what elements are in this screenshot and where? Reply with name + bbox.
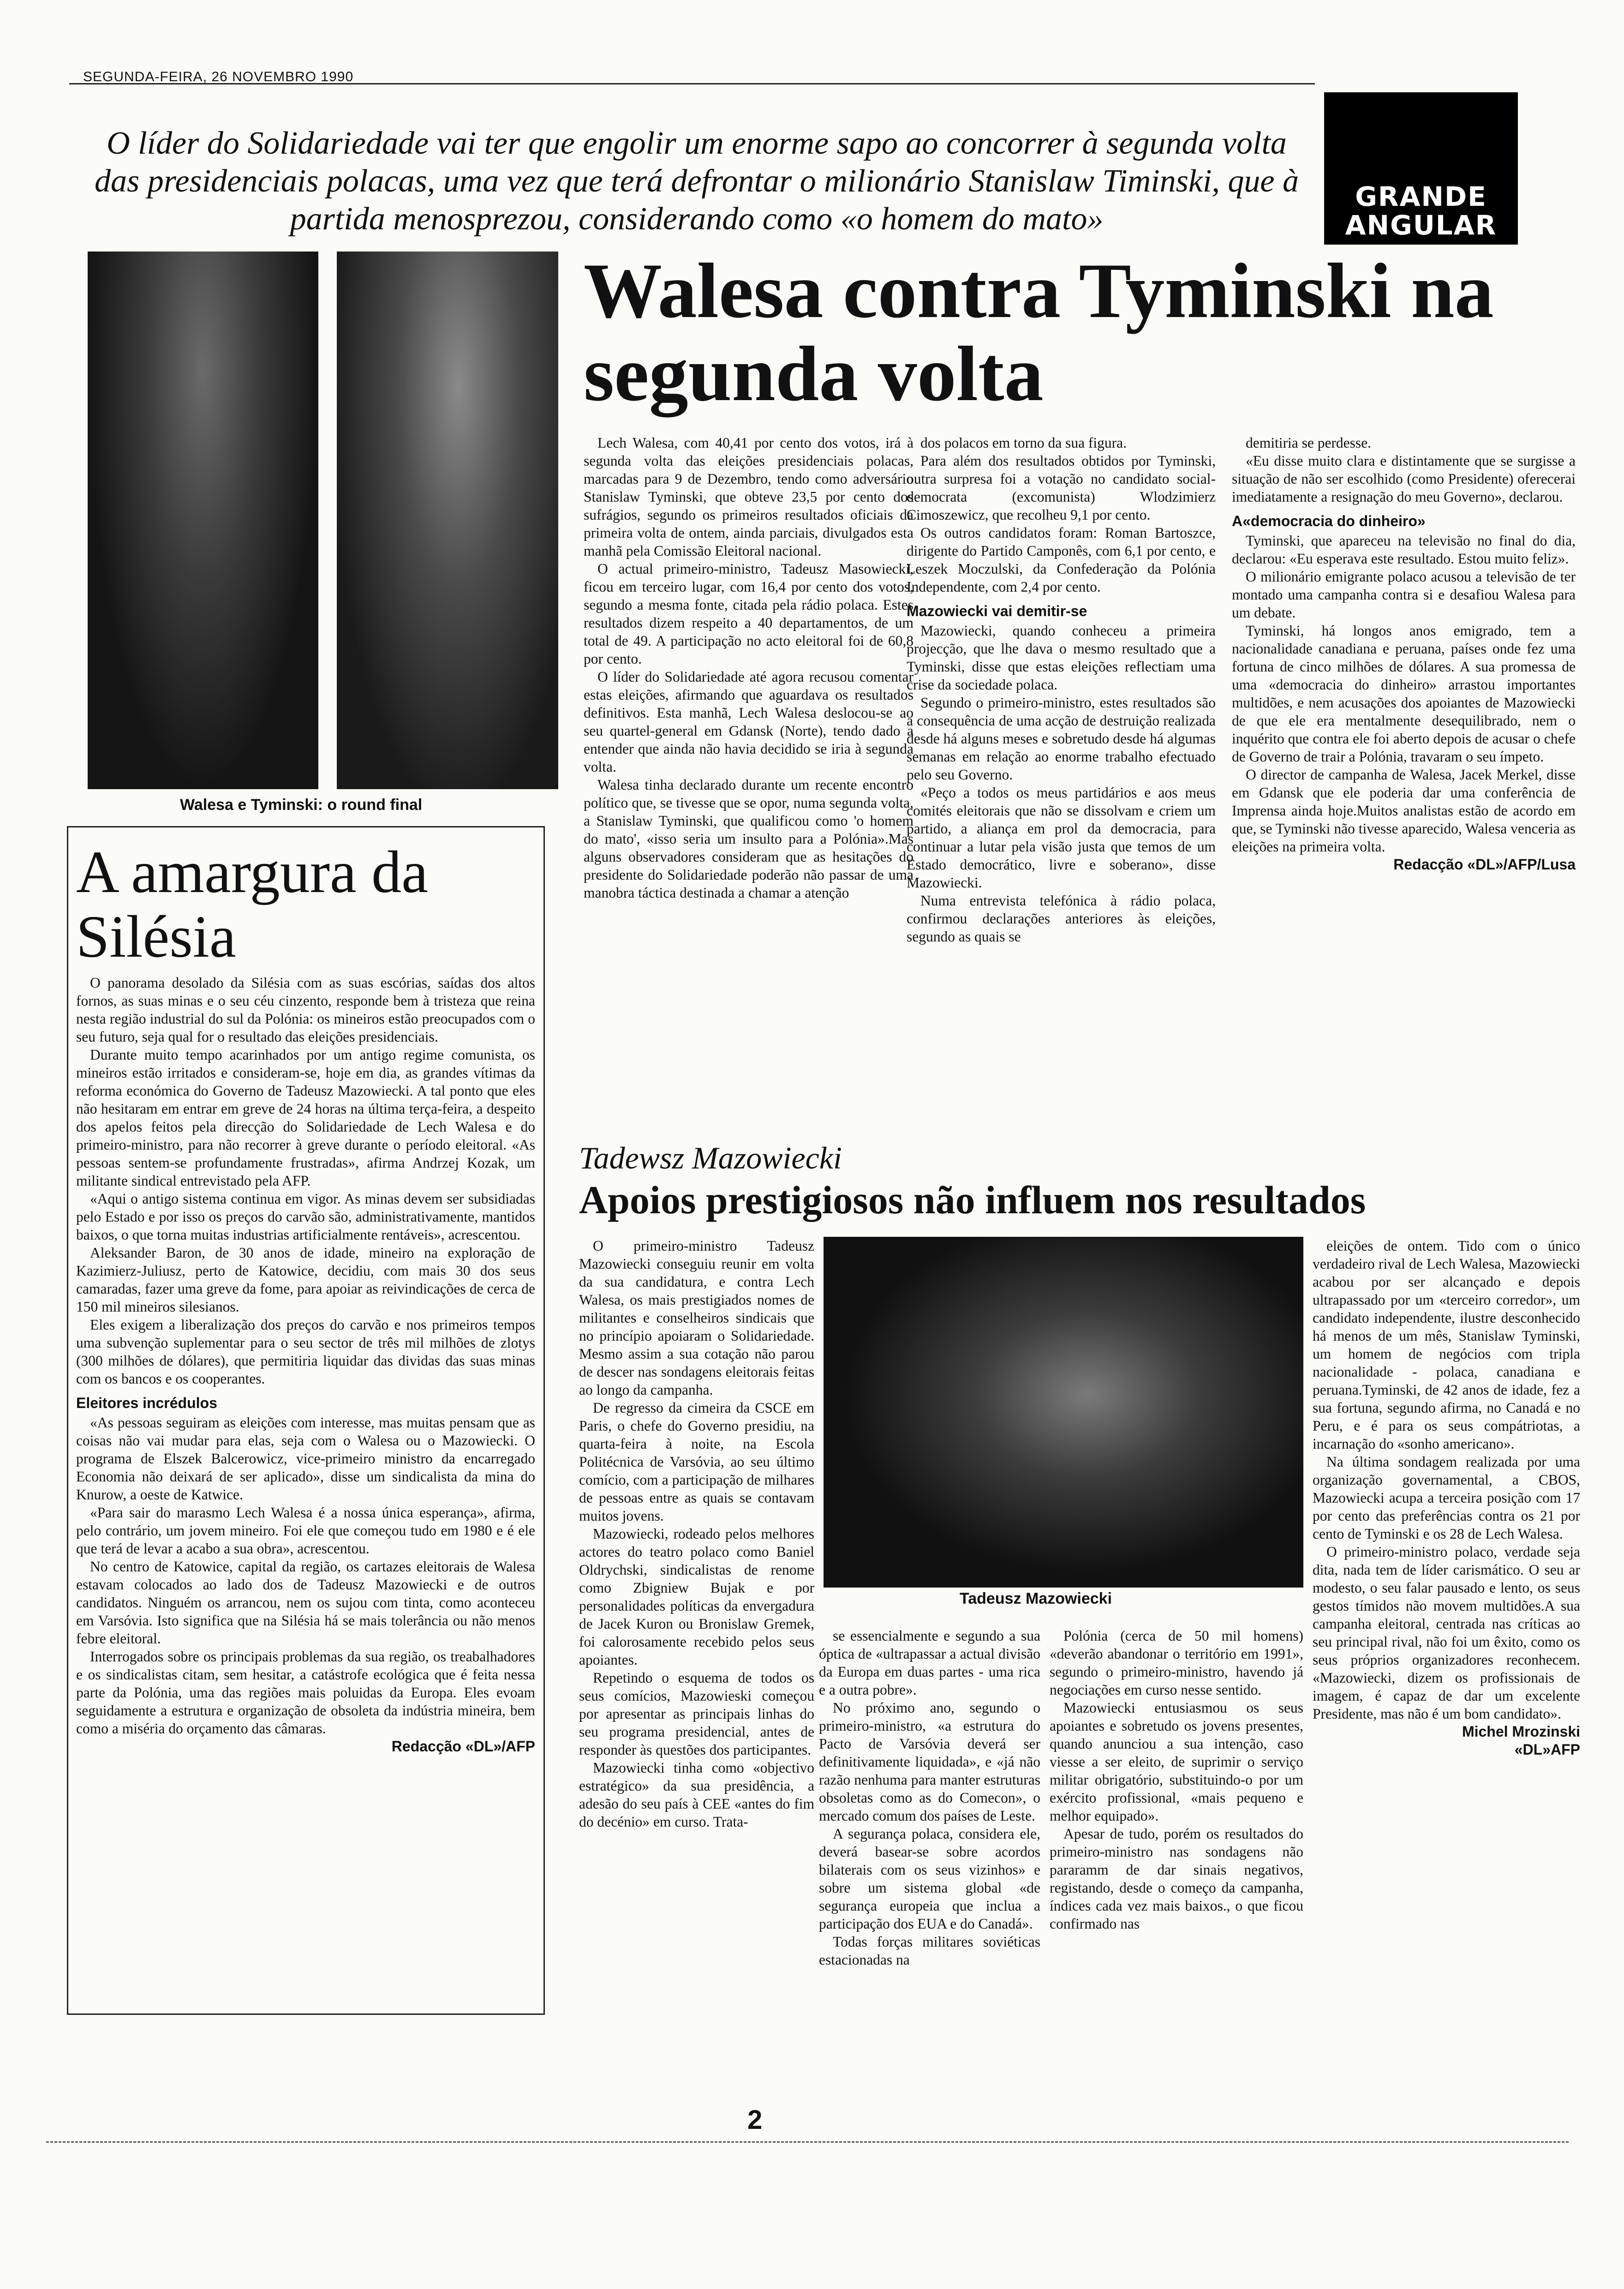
paragraph: O líder do Solidariedade até agora recusou comentar estas eleições, afirmando que aguardava os resultados definitivos. Esta manhã, Lech Walesa deslocou-se ao seu quartel-general em Gdansk (Norte), tendo dado a entender que ainda não havia decidido se iria à segunda volta. [584, 669, 914, 775]
paragraph: O panorama desolado da Silésia com as suas escórias, saídas dos altos fornos, as suas minas e o seu céu cinzento, responde bem à tristeza que reina nesta região industrial do sul da Polónia: os mineiros estão preocupados com o seu futuro, seja qual for o resultado das eleições presidenciais. [76, 975, 535, 1045]
byline: Redacção «DL»/AFP [391, 1738, 535, 1755]
paragraph: Os outros candidatos foram: Roman Bartoszce, dirigente do Partido Camponês, com 6,1 por cento, e Leszek Moczulski, da Confederação da Polónia Independente, com 2,4 por cento. [907, 525, 1216, 595]
paragraph: O primeiro-ministro polaco, verdade seja dita, nada tem de líder carismático. O seu ar modesto, o seu falar pausado e lento, os seus gestos tímidos não movem multidões.A sua campanha eleitoral, centrada nas críticas ao seu principal rival, não foi um êxito, como os seus próprios organizadores reconhecem. «Mazowiecki, dizem os profissionais de imagem, é capaz de dar um excelente Presidente, mas não é um bom candidato». [1313, 1544, 1580, 1722]
paragraph: «As pessoas seguiram as eleições com interesse, mas muitas pensam que as coisas não vai mudar para elas, seja com o Walesa ou o Mazowiecki. O programa de Elszek Balcerowicz, vice-primeiro ministro da encarregado Economia não deixará de ser aplicado», disse um sindicalista da mina do Knurow, a oeste de Katwice. [76, 1414, 535, 1503]
main-headline: Walesa contra Tyminski na segunda volta [584, 247, 1494, 417]
subhead: A«democracia do dinheiro» [1232, 513, 1426, 529]
paragraph: A segurança polaca, considera ele, deverá basear-se sobre acordos bilaterais com os seus vizinhos» e sobre um sistema global «de segurança europeia que inclua a participação dos EUA e do Canadá». [819, 1826, 1040, 1932]
paragraph: Segundo o primeiro-ministro, estes resultados são a consequência de uma acção de destruição realizada desde há alguns meses e sobretudo desde há algumas semanas em relação ao enorme trabalho efectuado pelo seu Governo. [907, 695, 1216, 783]
silesia-headline: A amargura da Silésia [76, 839, 428, 970]
paragraph: Polónia (cerca de 50 mil homens) «deverão abandonar o território em 1991», segundo o primeiro-ministro, havendo já negociações em curso nesse sentido. [1050, 1628, 1303, 1698]
paragraph: No centro de Katowice, capital da região, os cartazes eleitorais de Walesa estavam colocados ao lado dos de Tadeusz Mazowiecki e de outros candidatos. Ninguém os arrancou, nem os sujou com tinta, como aconteceu em Varsóvia. Isto significa que na Silésia há se mais tolerância ou não menos febre eleitoral. [76, 1558, 535, 1647]
paragraph: Mazowiecki tinha como «objectivo estratégico» da sua presidência, a adesão do seu país à CEE «antes do fim do decénio» em curso. Trata- [579, 1760, 814, 1830]
paragraph: Eles exigem a liberalização dos preços do carvão e nos primeiros tempos uma subvenção suplementar para o seu sector de três mil milhões de zlotys (300 milhões de dólares), que permitiria liquidar das dividas das suas minas com os bancos e os cooperantes. [76, 1317, 535, 1387]
paragraph: «Aqui o antigo sistema continua em vigor. As minas devem ser subsidiadas pelo Estado e por isso os preços do carvão são, administrativamente, mantidos baixos, o que torna muitas industrias artificialmente rentáveis», acrescentou. [76, 1191, 535, 1243]
paragraph: Interrogados sobre os principais problemas da sua região, os treabalhadores e os sindicalistas citam, sem hesitar, a catástrofe ecológica que é feita nessa parte da Polónia, uma das regiões mais poluidas da Europa. Eles evoam seguidamente a estrutura e organização de obsoleta da indústria mineira, bem como a miséria do orçamento das câmaras. [76, 1648, 535, 1737]
paragraph: Numa entrevista telefónica à rádio polaca, confirmou declarações anteriores às eleições, segundo as quais se [907, 893, 1216, 945]
paragraph: «Peço a todos os meus partidários e aos meus comités eleitorais que não se dissolvam e criem um partido, a aliança em prol da democracia, para continuar a lutar pela visão justa que temos de um Estado democrático, livre e soberano», disse Mazowiecki. [907, 785, 1216, 891]
main-article-column-3 [1232, 434, 1576, 874]
byline-author: Michel Mrozinski [1462, 1723, 1580, 1740]
paragraph: O milionário emigrante polaco acusou a televisão de ter montado uma campanha contra si e desafiou Walesa para um debate. [1232, 569, 1576, 621]
paragraph: O primeiro-ministro Tadeusz Mazowiecki conseguiu reunir em volta da sua candidatura, e contra Lech Walesa, os mais prestigiados nomes de militantes e conselheiros sindicais que no princípio apoiaram o Solidariedade. Mesmo assim a sua cotação não parou de descer nas sondagens eleitorais feitas ao longo da campanha. [579, 1238, 814, 1398]
byline-source: «DL»AFP [1514, 1741, 1580, 1758]
byline: Redacção «DL»/AFP/Lusa [1393, 856, 1576, 873]
paragraph: O actual primeiro-ministro, Tadeusz Masowiecki, ficou em terceiro lugar, com 16,4 por cento dos votos, segundo a mesma fonte, citada pela rádio polaca. Estes resultados dizem respeito a 40 departamentos, de um total de 49. A participação no acto eleitoral foi de 60,8 por cento. [584, 561, 914, 667]
paragraph: O director de campanha de Walesa, Jacek Merkel, disse em Gdansk que ele poderia dar uma conferência de Imprensa ainda hoje.Muitos analistas estão de acordo em que, se Tyminski não tivesse aparecido, Walesa venceria as eleições na primeira volta. [1232, 767, 1576, 855]
paragraph: Mazowiecki entusiasmou os seus apoiantes e sobretudo os jovens presentes, quando anunciou a sua intenção, caso viesse a ser eleito, de suprimir o serviço militar obrigatório, substituindo-o por um exército profissional, «mais pequeno e melhor equipado». [1050, 1700, 1303, 1824]
paragraph: Walesa tinha declarado durante um recente encontro político que, se tivesse que se opor, numa segunda volta, a Stanislaw Tyminski, que qualificou como 'o homem do mato', «isso seria um insulto para a Polónia».Mas alguns observadores consideram que as hesitações do presidente do Solidariedade poderão não passar de uma manobra táctica destinada a chamar a atenção [584, 777, 914, 901]
paragraph: Na última sondagem realizada por uma organização governamental, a CBOS, Mazowiecki acupa a terceira posição com 17 por cento das preferências contra os 21 por cento de Tyminski e os 28 de Lech Walesa. [1313, 1454, 1580, 1542]
paragraph: Mazowiecki, rodeado pelos melhores actores do teatro polaco como Baniel Oldrychski, sindicalistas de renome como Zbigniew Bujak e por personalidades políticas da envergadura de Jacek Kuron ou Bronislaw Gremek, foi calorosamente recebido pelos seus apoiantes. [579, 1526, 814, 1668]
mazowiecki-kicker: Tadewsz Mazowiecki [579, 1140, 842, 1175]
mazowiecki-column-4 [1313, 1237, 1580, 1759]
tyminski-photo [337, 252, 558, 789]
silesia-article-body [76, 974, 535, 1756]
photo-caption-walesa-tyminski: Walesa e Tyminski: o round final [180, 796, 423, 814]
section-label: GRANDE ANGULAR [1345, 181, 1497, 241]
paragraph: Mazowiecki, quando conheceu a primeira projecção, que lhe dava o mesmo resultado que a Tyminski, disse que estas eleições reflectiam uma crise da sociedade polaca. [907, 623, 1216, 693]
mazowiecki-column-2 [819, 1627, 1040, 1969]
mazowiecki-headline: Apoios prestigiosos não influem nos resultados [579, 1178, 1366, 1222]
paragraph: No próximo ano, segundo o primeiro-ministro, «a estrutura do Pacto de Varsóvia deverá ser definitivamente liquidada», e «já não razão nenhuma para manter estruturas obsoletas como as do Comecon», o mercado comum dos países de Leste. [819, 1700, 1040, 1824]
paragraph: Aleksander Baron, de 30 anos de idade, mineiro na exploração de Kazimierz-Juliusz, perto de Katowice, decidiu, com mais 30 dos seus camaradas, fazer uma greve da fome, para apoiar as reivindicações de cerca de 150 mil mineiros silesianos. [76, 1245, 535, 1315]
paragraph: De regresso da cimeira da CSCE em Paris, o chefe do Governo presidiu, na quarta-feira à noite, na Escola Politécnica de Varsóvia, ao seu último comício, com a participação de milhares de pessoas entre as quais se contavam muitos jovens. [579, 1400, 814, 1524]
paragraph: Durante muito tempo acarinhados por um antigo regime comunista, os mineiros estão irritados e consideram-se, hoje em dia, as grandes vítimas da reforma económica do Governo de Tadeusz Mazowiecki. A tal ponto que eles não hesitaram em entrar em greve de 24 horas na última terça-feira, a despeito dos apelos feitos pela direcção do Solidariedade de Lech Walesa e do primeiro-ministro, para não recorrer à greve durante o período eleitoral. «As pessoas sentem-se profundamente frustradas», afirma Andrzej Kozak, um militante sindical entrevistado pela AFP. [76, 1047, 535, 1189]
main-article-column-1 [584, 434, 914, 902]
main-article-column-2 [907, 434, 1216, 946]
paragraph: demitiria se perdesse. [1246, 435, 1372, 451]
paragraph: Todas forças militares soviéticas estacionadas na [819, 1934, 1040, 1968]
bottom-rule [46, 2141, 1569, 2143]
paragraph: «Para sair do marasmo Lech Walesa é a nossa única esperança», afirma, pelo contrário, um jovem mineiro. Foi ele que começou tudo em 1980 e é ele que terá de levar a acabo a sua obra», acrescentou. [76, 1504, 535, 1557]
paragraph: Lech Walesa, com 40,41 por cento dos votos, irá à segunda volta das eleições presidenciais polacas, marcadas para 9 de Dezembro, tendo como adversário Stanislaw Tyminski, que obteve 23,5 por cento dos sufrágios, segundo os primeiros resultados oficiais da primeira volta de ontem, ainda parciais, divulgados esta manhã pela Comissão Eleitoral nacional. [584, 435, 914, 559]
mazowiecki-column-3 [1050, 1627, 1303, 1933]
paragraph: «Eu disse muito clara e distintamente que se surgisse a situação de não ser escolhido (como Presidente) oferecerai imediatamente a resignação do meu Governo», declarou. [1232, 453, 1576, 505]
paragraph: Tyminski, há longos anos emigrado, tem a nacionalidade canadiana e peruana, países onde fez uma fortuna de cinco milhões de dólares. A sua promessa de uma «democracia do dinheiro» arrastou importantes multidões, e nem acusações dos apoiantes de Mazowiecki de que ele era mentalmente desequilibrado, nem o inquérito que contra ele foi aberto depois de acusar o chefe de Governo de trair a Polónia, travaram o seu ímpeto. [1232, 623, 1576, 765]
lead-text: O líder do Solidariedade vai ter que engolir um enorme sapo ao concorrer à segunda volta das presidenciais polacas, uma vez que terá defrontar o milionário Stanislaw Timinski, que à partida menosprezou, considerando como «o homem do mato» [95, 126, 1299, 237]
subhead: Mazowiecki vai demitir-se [907, 603, 1087, 619]
paragraph: dos polacos em torno da sua figura. [920, 435, 1127, 451]
dateline: SEGUNDA-FEIRA, 26 NOVEMBRO 1990 [83, 69, 354, 84]
photo-caption-mazowiecki: Tadeusz Mazowiecki [960, 1590, 1112, 1607]
paragraph: Apesar de tudo, porém os resultados do primeiro-ministro nas sondagens não pararamm de dar sinais negativos, registando, desde o começo da campanha, índices cada vez mais baixos., o que ficou confirmado nas [1050, 1826, 1303, 1932]
subhead: Eleitores incrédulos [76, 1395, 217, 1411]
paragraph: se essencialmente e segundo a sua óptica de «ultrapassar a actual divisão da Europa em duas partes - uma rica e a outra pobre». [819, 1628, 1040, 1698]
paragraph: eleições de ontem. Tido com o único verdadeiro rival de Lech Walesa, Mazowiecki acabou por ser alcançado e depois ultrapassado por um «terceiro corredor», um candidato independente, ilustre desconhecido há menos de um mês, Stanislaw Tyminski, um homem de negócios com tripla nacionalidade - polaca, canadiana e peruana.Tyminski, de 42 anos de idade, fez a sua fortuna, segundo afirma, no Canadá e no Peru, e é para os seus compátriotas, a incarnação do «sonho americano». [1313, 1238, 1580, 1452]
paragraph: Para além dos resultados obtidos por Tyminski, outra surpresa foi a votação no candidato social-democrata (excomunista) Wlodzimierz Cimoszewicz, que recolheu 9,1 por cento. [907, 453, 1216, 523]
paragraph: Repetindo o esquema de todos os seus comícios, Mazowieski começou por apresentar as principais linhas do seu programa presidencial, antes de responder às questões dos participantes. [579, 1670, 814, 1758]
mazowiecki-photo [824, 1237, 1303, 1588]
mazowiecki-column-1 [579, 1237, 814, 1831]
top-rule [69, 83, 1315, 84]
walesa-photo [88, 252, 318, 789]
page-number: 2 [747, 2105, 763, 2135]
paragraph: Tyminski, que apareceu na televisão no final do dia, declarou: «Eu esperava este resultado. Estou muito feliz». [1232, 533, 1576, 567]
